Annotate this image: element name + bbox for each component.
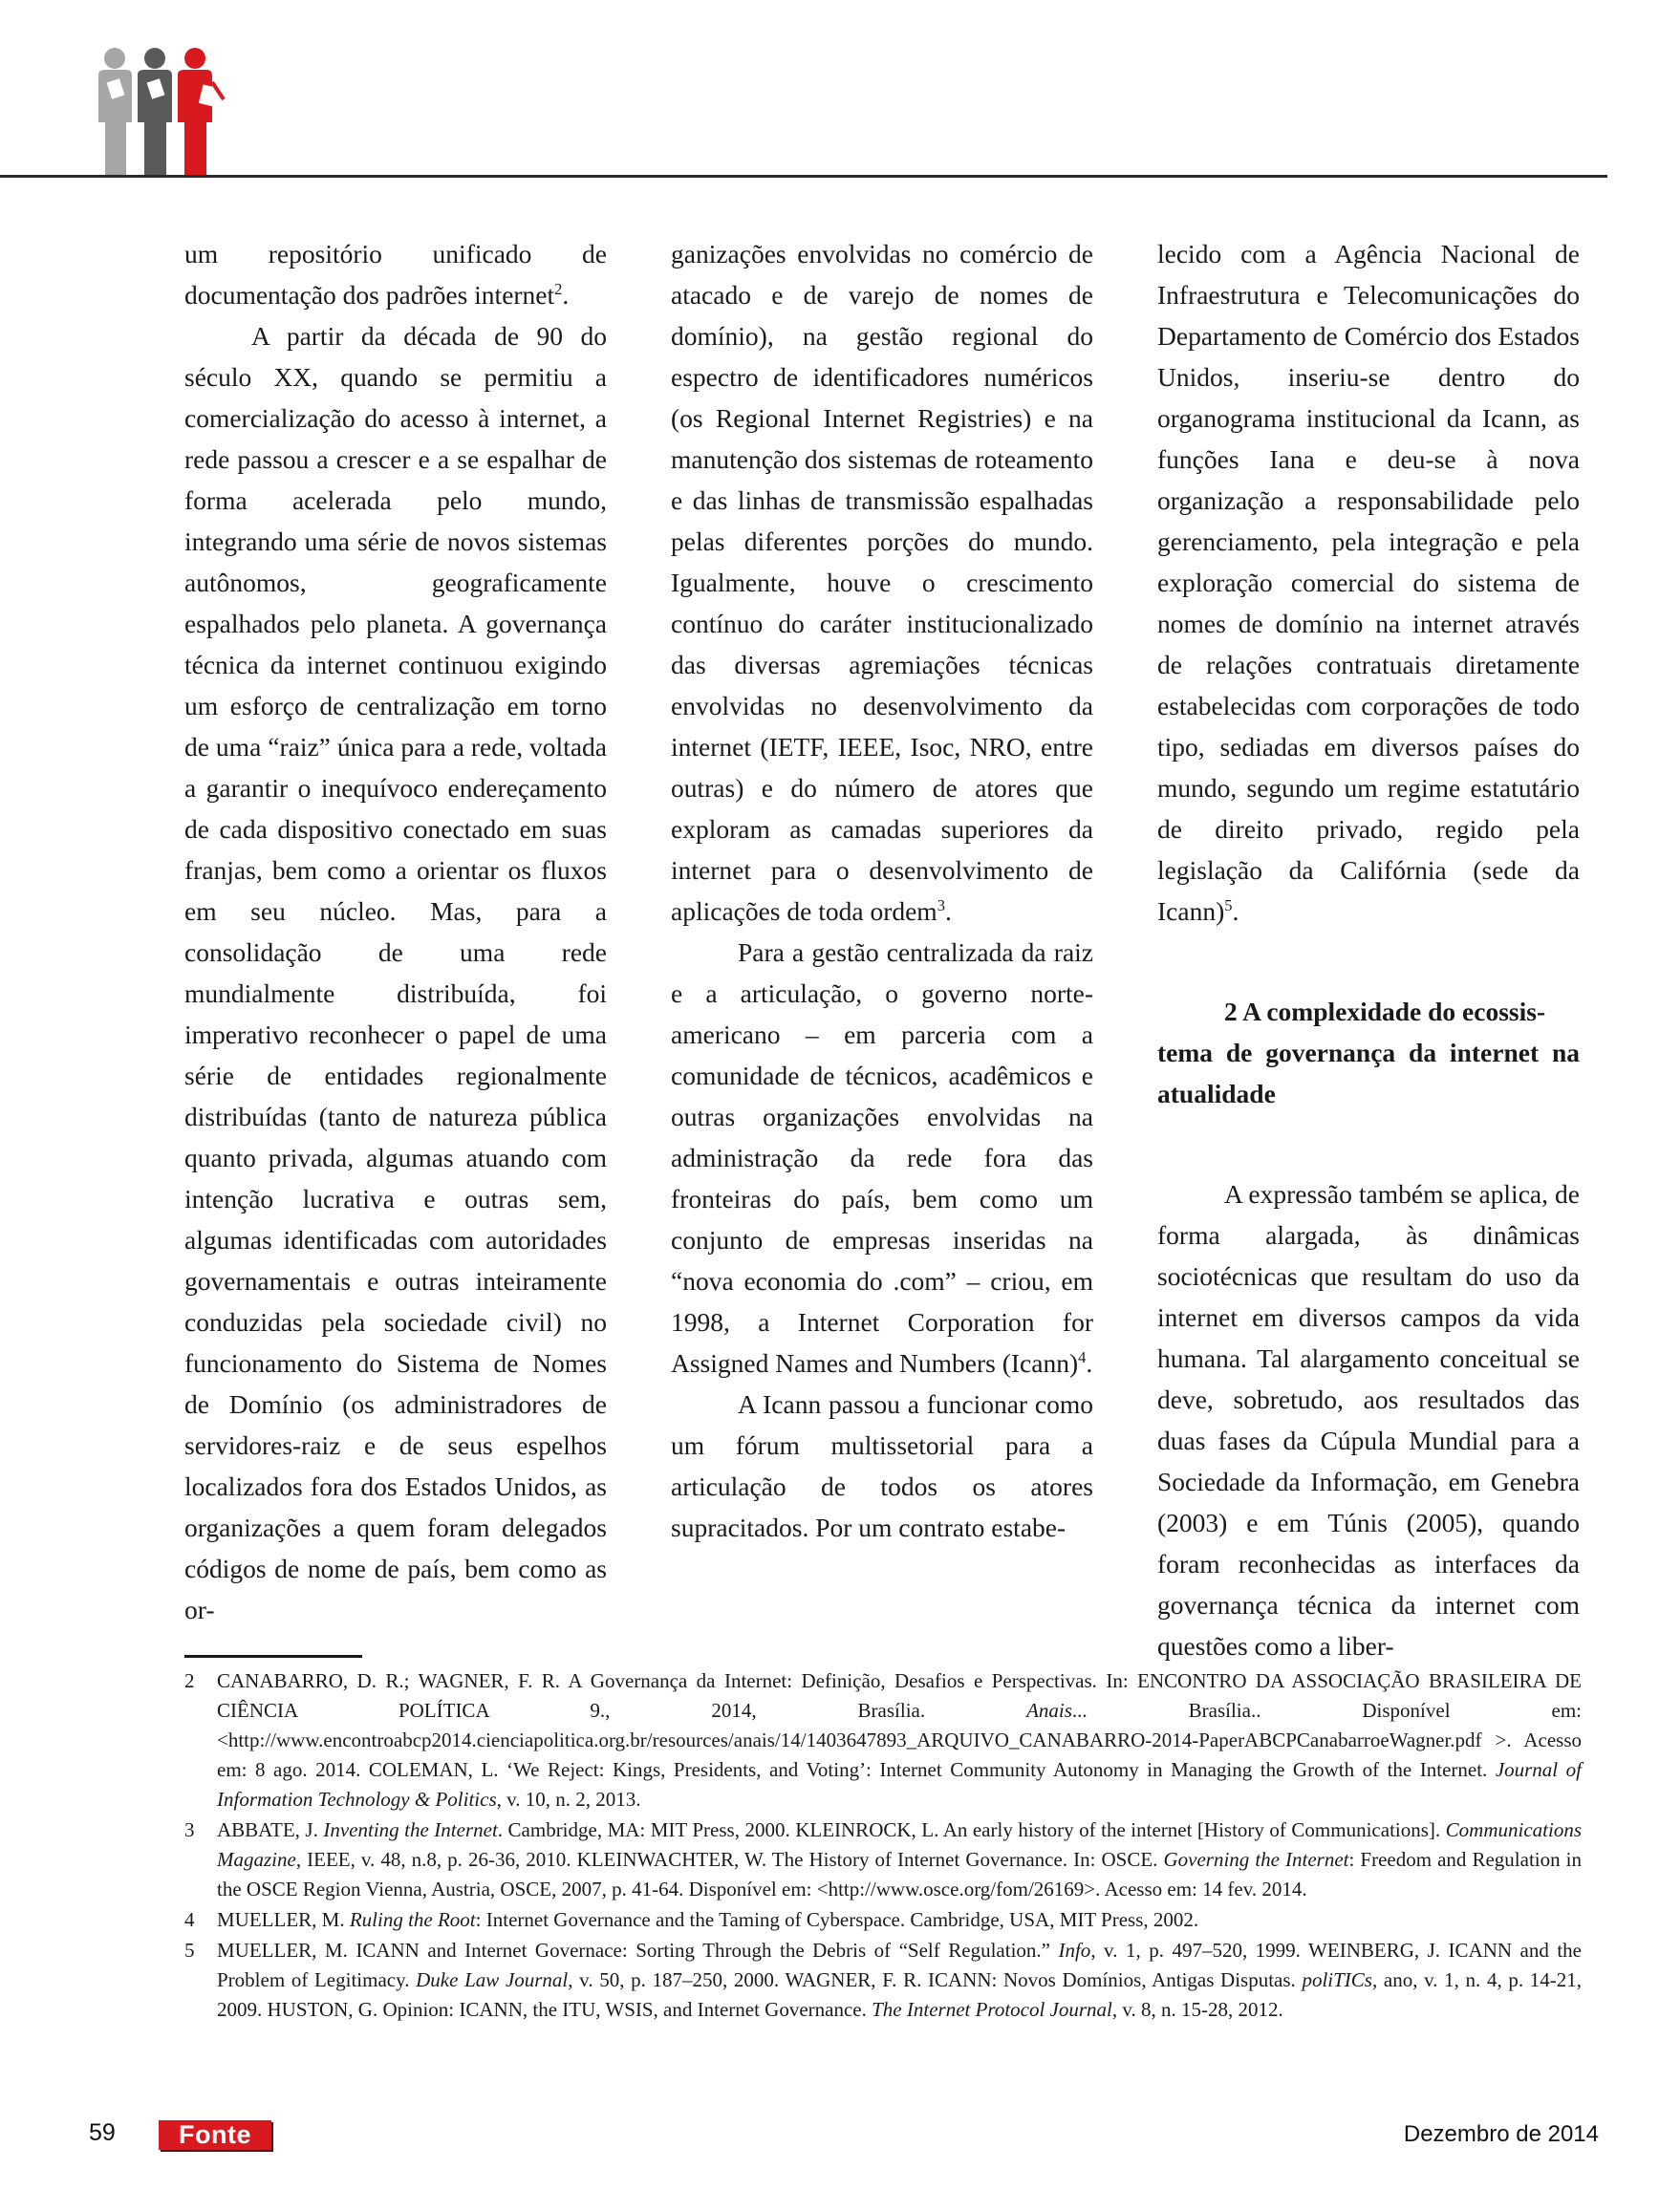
- footnote-3: 3 ABBATE, J. Inventing the Internet. Cambridge, MA: MIT Press, 2000. KLEINROCK, L. An early history of the internet [History of Communications]. Communications Magazine, IEEE, v. 48, n.8, p. 26-36, 2010. KLEINWACHTER, W. The History of Internet Governance. In: OSCE. Governing the Internet: Freedom and Regulation in the OSCE Region Vienna, Austria, OSCE, 2007, p. 41-64. Disponível em: <http://www.osce.org/fom/26169>. Acesso em: 14 fev. 2014.: [184, 1815, 1582, 1904]
- page-number: 59: [89, 2119, 116, 2146]
- footnote-number: 3: [184, 1818, 195, 1841]
- footnote-number: 2: [184, 1669, 195, 1692]
- paragraph: Para a gestão centralizada da raiz e a articulação, o governo norte-americano – em parceria com a comunidade de técnicos, acadêmicos e outras organizações envolvidas na administração da rede fora das fronteiras do país, bem como um conjunto de empresas inseridas na “nova economia do .com” – criou, em 1998, a Internet Corporation for Assigned Names and Numbers (Icann)$^4$.: [671, 937, 1093, 1378]
- footnote-ref[interactable]: 4: [1078, 1347, 1087, 1366]
- three-people-icon: [94, 46, 237, 175]
- body-column-2: [671, 233, 1093, 1548]
- paragraph: A Icann passou a funcionar como um fórum multissetorial para a articulação de todos os atores supracitados. Por um contrato estabe-: [671, 1389, 1093, 1542]
- body-column-1: [184, 233, 607, 1630]
- brand-logo: Fonte: [159, 2120, 271, 2150]
- footnote-2: 2 CANABARRO, D. R.; WAGNER, F. R. A Governança da Internet: Definição, Desafios e Perspectivas. In: ENCONTRO DA ASSOCIAÇÃO BRASILEIRA DE CIÊNCIA POLÍTICA 9., 2014, Brasília. Anais... Brasília.. Disponível em: <http://www.encontroabcp2014.cienciapolitica.org.br/resources/anais/14/1403647893_ARQUIVO_CANABARRO-2014-PaperABCPCanabarroeWagner.pdf >. Acesso em: 8 ago. 2014. COLEMAN, L. ‘We Reject: Kings, Presidents, and Voting’: Internet Community Autonomy in Managing the Growth of the Internet. Journal of Information Technology & Politics, v. 10, n. 2, 2013.: [184, 1666, 1582, 1815]
- footnote-ref[interactable]: 2: [554, 279, 563, 298]
- footnote-number: 4: [184, 1908, 195, 1931]
- footnote-5: 5 MUELLER, M. ICANN and Internet Governace: Sorting Through the Debris of “Self Regulation.” Info, v. 1, p. 497–520, 1999. WEINBERG, J. ICANN and the Problem of Legitimacy. Duke Law Journal, v. 50, p. 187–250, 2000. WAGNER, F. R. ICANN: Novos Domínios, Antigas Disputas. poliTICs, ano, v. 1, n. 4, p. 14-21, 2009. HUSTON, G. Opinion: ICANN, the ITU, WSIS, and Internet Governance. The Internet Protocol Journal, v. 8, n. 15-28, 2012.: [184, 1936, 1582, 2025]
- paragraph: um repositório unificado de documentação dos padrões internet$^2$.: [184, 239, 607, 310]
- section-heading: 2 A complexidade do ecossis- tema de governança da internet na atualidade: [1157, 997, 1580, 1108]
- footnote-rule: [184, 1655, 362, 1658]
- header-rule: [0, 175, 1607, 178]
- footnote-4: 4 MUELLER, M. Ruling the Root: Internet Governance and the Taming of Cyberspace. Cambridge, USA, MIT Press, 2002.: [184, 1905, 1582, 1935]
- issue-date: Dezembro de 2014: [1403, 2121, 1599, 2147]
- paragraph: ganizações envolvidas no comércio de atacado e de varejo de nomes de domínio), na gestão regional do espectro de identificadores numéricos (os Regional Internet Registries) e na manutenção dos sistemas de roteamento e das linhas de transmissão espalhadas pelas diferentes porções do mundo. Igualmente, houve o crescimento contínuo do caráter institucionalizado das diversas agremiações técnicas envolvidas no desenvolvimento da internet (IETF, IEEE, Isoc, NRO, entre outras) e do número de atores que exploram as camadas superiores da internet para o desenvolvimento de aplicações de toda ordem$^3$.: [671, 239, 1093, 926]
- paragraph: lecido com a Agência Nacional de Infraestrutura e Telecomunicações do Departamento de Comércio dos Estados Unidos, inseriu-se dentro do organograma institucional da Icann, as funções Iana e deu-se à nova organização a responsabilidade pelo gerenciamento, pela integração e pela exploração comercial do sistema de nomes de domínio na internet através de relações contratuais diretamente estabelecidas com corporações de todo tipo, sediadas em diversos países do mundo, segundo um regime estatutário de direito privado, regido pela legislação da Califórnia (sede da Icann)$^5$.: [1157, 239, 1580, 926]
- footnotes: [184, 1666, 1582, 2026]
- paragraph: A expressão também se aplica, de forma alargada, às dinâmicas sociotécnicas que resultam do uso da internet em diversos campos da vida humana. Tal alargamento conceitual se deve, sobretudo, aos resultados das duas fases da Cúpula Mundial para a Sociedade da Informação, em Genebra (2003) e em Túnis (2005), quando foram reconhecidas as interfaces da governança técnica da internet com questões como a liber-: [1157, 1179, 1580, 1661]
- footnote-number: 5: [184, 1939, 195, 1962]
- footnote-ref[interactable]: 3: [937, 895, 945, 914]
- footnote-ref[interactable]: 5: [1224, 895, 1233, 914]
- body-column-3: [1157, 233, 1580, 1666]
- paragraph: A partir da década de 90 do século XX, quando se permitiu a comercialização do acesso à internet, a rede passou a crescer e a se espalhar de forma acelerada pelo mundo, integrando uma série de novos sistemas autônomos, geograficamente espalhados pelo planeta. A governança técnica da internet continuou exigindo um esforço de centralização em torno de uma “raiz” única para a rede, voltada a garantir o inequívoco endereçamento de cada dispositivo conectado em suas franjas, bem como a orientar os fluxos em seu núcleo. Mas, para a consolidação de uma rede mundialmente distribuída, foi imperativo reconhecer o papel de uma série de entidades regionalmente distribuídas (tanto de natureza pública quanto privada, algumas atuando com intenção lucrativa e outras sem, algumas identificadas com autoridades governamentais e outras inteiramente conduzidas pela sociedade civil) no funcionamento do Sistema de Nomes de Domínio (os administradores de servidores-raiz e de seus espelhos localizados fora dos Estados Unidos, as organizações a quem foram delegados códigos de nome de país, bem como as or-: [184, 321, 607, 1624]
